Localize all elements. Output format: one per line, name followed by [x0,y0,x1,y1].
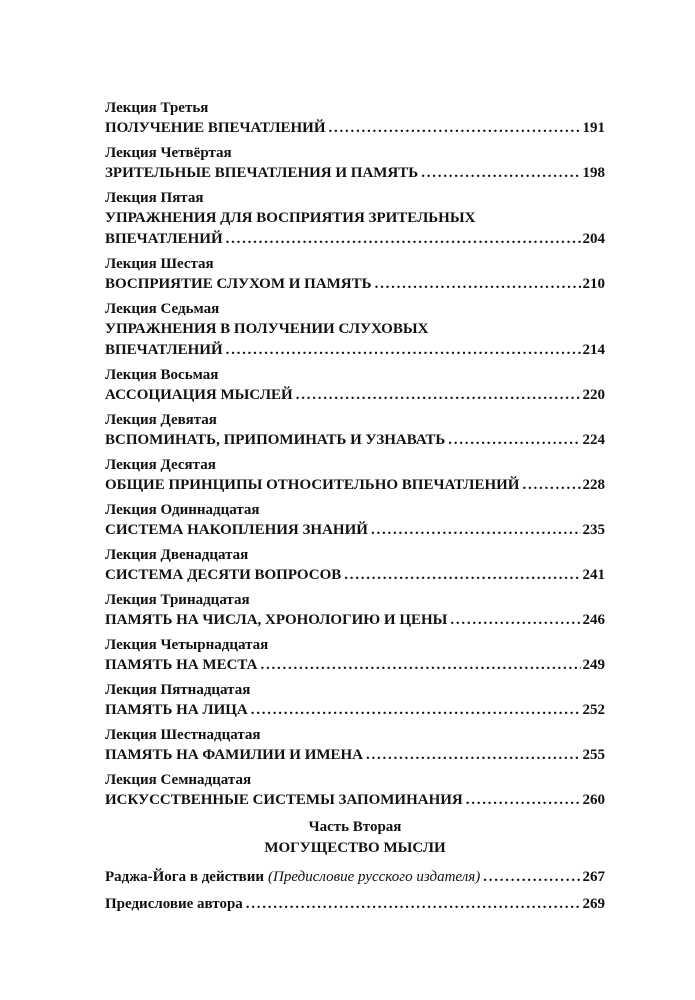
lecture-label: Лекция Пятнадцатая [105,682,251,698]
toc-entry [105,455,605,496]
dot-leader [375,274,581,295]
toc-entry [105,725,605,766]
toc-entry [105,590,605,631]
lecture-title-row [105,274,605,295]
dot-leader [226,229,581,250]
lecture-title-line: АССОЦИАЦИЯ МЫСЛЕЙ [105,387,293,403]
page-number: 210 [582,276,605,292]
toc-entry [105,254,605,295]
dot-leader [421,163,580,184]
lecture-label: Лекция Восьмая [105,367,219,383]
lecture-title-line: ВОСПРИЯТИЕ СЛУХОМ И ПАМЯТЬ [105,276,372,292]
dot-leader [371,520,581,541]
dot-leader [466,790,581,811]
dot-leader [450,610,580,631]
dot-leader [483,867,580,888]
lecture-label: Лекция Двенадцатая [105,547,249,563]
page-number: 198 [582,165,605,181]
toc-entry [105,410,605,451]
lecture-title-line: ПАМЯТЬ НА ЛИЦА [105,702,248,718]
page-number: 260 [582,792,605,808]
entry-subtitle: (Предисловие русского издателя) [268,869,481,885]
dot-leader [329,118,581,139]
toc-entry [105,894,605,915]
part-label: Часть Вторая [308,819,402,835]
toc-entry [105,770,605,811]
lecture-title-line: ПАМЯТЬ НА МЕСТА [105,657,258,673]
lecture-title-row [105,565,605,586]
page-number: 249 [582,657,605,673]
lecture-list [105,98,605,811]
toc-entry [105,545,605,586]
table-of-contents [105,98,605,921]
toc-entry [105,867,605,888]
lecture-title-row [105,745,605,766]
lecture-title-row [105,118,605,139]
dot-leader [522,475,580,496]
lecture-title-line: ПАМЯТЬ НА ФАМИЛИИ И ИМЕНА [105,747,364,763]
lecture-title-row [105,430,605,451]
toc-entry [105,98,605,139]
lecture-label: Лекция Пятая [105,190,204,206]
page-number: 214 [582,342,605,358]
lecture-title-line: ПОЛУЧЕНИЕ ВПЕЧАТЛЕНИЙ [105,120,326,136]
page-number: 241 [582,567,605,583]
lecture-title-row [105,700,605,721]
toc-entry [105,143,605,184]
lecture-title-row [105,229,605,250]
dot-leader [246,894,581,915]
page-number: 235 [582,522,605,538]
page-number: 204 [582,231,605,247]
page-number: 224 [582,432,605,448]
toc-entry [105,635,605,676]
lecture-label: Лекция Тринадцатая [105,592,250,608]
lecture-title-row [105,655,605,676]
dot-leader [296,385,581,406]
lecture-title-row [105,610,605,631]
dot-leader [226,340,581,361]
lecture-title-line: ОБЩИЕ ПРИНЦИПЫ ОТНОСИТЕЛЬНО ВПЕЧАТЛЕНИЙ [105,477,520,493]
lecture-label: Лекция Четырнадцатая [105,637,269,653]
lecture-title-line: ПАМЯТЬ НА ЧИСЛА, ХРОНОЛОГИЮ И ЦЕНЫ [105,612,448,628]
lecture-label: Лекция Шестнадцатая [105,727,261,743]
part-two-heading [105,817,605,859]
dot-leader [251,700,581,721]
page-number: 246 [582,612,605,628]
lecture-title-row [105,340,605,361]
page-number: 252 [582,702,605,718]
part-title: МОГУЩЕСТВО МЫСЛИ [264,840,446,856]
dot-leader [261,655,581,676]
lecture-title-line: СИСТЕМА НАКОПЛЕНИЯ ЗНАНИЙ [105,522,368,538]
toc-entry [105,188,605,250]
toc-entry [105,299,605,361]
dot-leader [366,745,580,766]
toc-entry [105,365,605,406]
lecture-title-line: УПРАЖНЕНИЯ В ПОЛУЧЕНИИ СЛУХОВЫХ [105,321,429,337]
toc-entry [105,680,605,721]
page-number: 220 [582,387,605,403]
page-number: 228 [582,477,605,493]
front-matter-list [105,867,605,915]
page-number: 191 [582,120,605,136]
lecture-title-line: ВСПОМИНАТЬ, ПРИПОМИНАТЬ И УЗНАВАТЬ [105,432,446,448]
dot-leader [344,565,580,586]
lecture-title-row [105,475,605,496]
page-number: 255 [582,747,605,763]
lecture-label: Лекция Третья [105,100,209,116]
lecture-label: Лекция Седьмая [105,301,220,317]
lecture-title-line: ВПЕЧАТЛЕНИЙ [105,342,223,358]
entry-title: Раджа-Йога в действии [105,869,265,885]
lecture-title-line: ВПЕЧАТЛЕНИЙ [105,231,223,247]
lecture-label: Лекция Одиннадцатая [105,502,260,518]
lecture-label: Лекция Десятая [105,457,216,473]
lecture-label: Лекция Шестая [105,256,214,272]
entry-title: Предисловие автора [105,896,243,912]
lecture-title-row [105,385,605,406]
lecture-title-line: ЗРИТЕЛЬНЫЕ ВПЕЧАТЛЕНИЯ И ПАМЯТЬ [105,165,419,181]
lecture-title-line: УПРАЖНЕНИЯ ДЛЯ ВОСПРИЯТИЯ ЗРИТЕЛЬНЫХ [105,210,476,226]
lecture-title-row [105,790,605,811]
toc-entry [105,500,605,541]
page-number: 269 [582,896,605,912]
lecture-title-row [105,520,605,541]
lecture-title-line: СИСТЕМА ДЕСЯТИ ВОПРОСОВ [105,567,342,583]
lecture-title-row [105,163,605,184]
lecture-label: Лекция Четвёртая [105,145,232,161]
lecture-label: Лекция Девятая [105,412,217,428]
page-number: 267 [582,869,605,885]
lecture-label: Лекция Семнадцатая [105,772,252,788]
dot-leader [448,430,580,451]
lecture-title-line: ИСКУССТВЕННЫЕ СИСТЕМЫ ЗАПОМИНАНИЯ [105,792,463,808]
